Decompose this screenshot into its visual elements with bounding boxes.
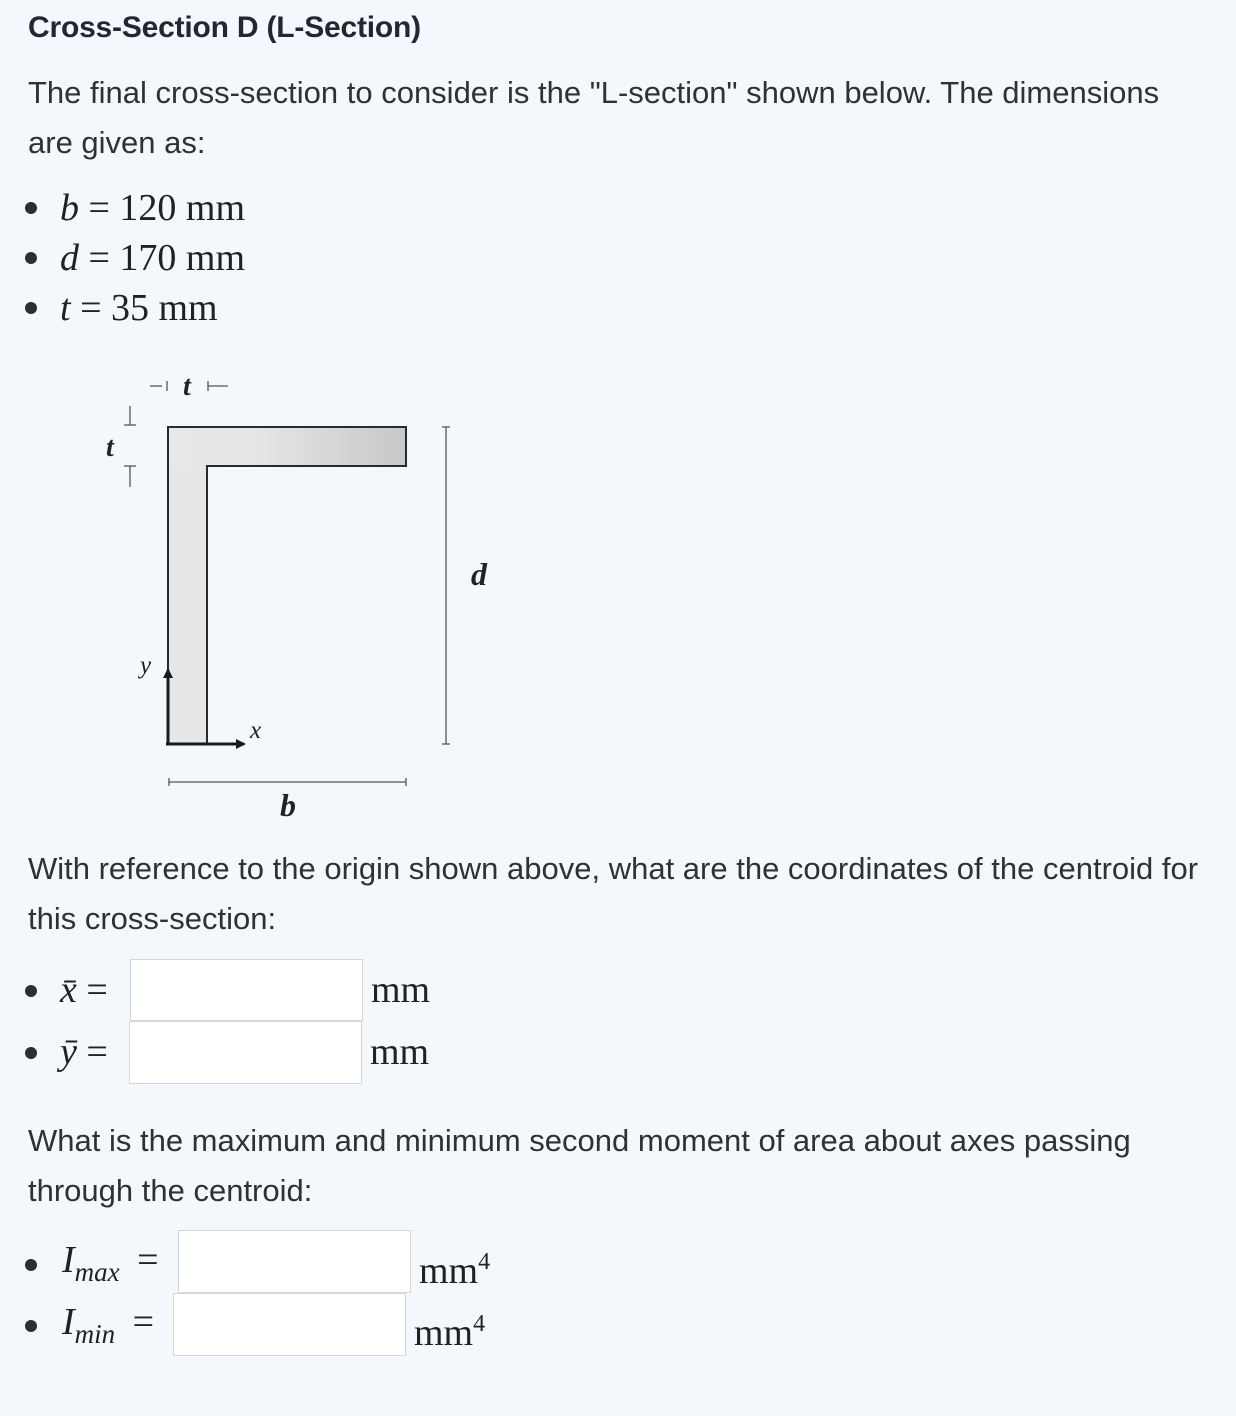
xbar-label (60, 968, 108, 1012)
bullet (25, 1047, 37, 1059)
imax-subscript: max (74, 1257, 120, 1287)
equals-sign: = (132, 1301, 155, 1343)
dimension-value: = 170 mm (88, 237, 246, 279)
imin-input[interactable] (173, 1293, 406, 1356)
dimension-symbol: d (60, 237, 79, 279)
imax-symbol: I (62, 1239, 75, 1281)
xbar-symbol: x̄ (60, 969, 77, 1011)
imin-subscript: min (74, 1319, 116, 1349)
xbar-unit: mm (371, 969, 431, 1011)
web-shading (169, 467, 206, 743)
bullet (25, 1320, 37, 1332)
centroid-question: With reference to the origin shown above, what are the coordinates of the centroid for this cross-section: (28, 851, 1199, 936)
bullet (25, 1259, 37, 1271)
ybar-input[interactable] (129, 1021, 362, 1084)
b-label: b (280, 787, 296, 823)
dimension-symbol: t (60, 287, 71, 329)
dimension-value: = 35 mm (80, 287, 218, 329)
equals-sign: = (137, 1239, 159, 1281)
t-left-label: t (106, 432, 114, 463)
unit-exponent: 4 (478, 1249, 491, 1275)
ybar-label (60, 1030, 108, 1074)
equals-sign: = (86, 969, 108, 1011)
imax-label (62, 1238, 159, 1294)
l-section-figure (0, 0, 520, 840)
d-dimension (442, 427, 450, 744)
section-title: Cross-Section D (L-Section) (28, 11, 421, 44)
equals-sign: = (86, 1031, 108, 1073)
t-left-dimension (124, 406, 136, 487)
dimension-symbol: b (60, 187, 79, 229)
dimension-value: = 120 mm (88, 187, 246, 229)
x-axis-label: x (250, 717, 262, 744)
t-top-label: t (183, 371, 191, 402)
moment-question: What is the maximum and minimum second moment of area about axes passing through the centroid: (28, 1123, 1131, 1208)
unit-exponent: 4 (473, 1311, 486, 1337)
intro-text: The final cross-section to consider is the "L-section" shown below. The dimensions are given as: (28, 75, 1160, 160)
ybar-symbol: ȳ (60, 1031, 77, 1073)
imin-symbol: I (62, 1301, 75, 1343)
y-axis-label: y (140, 652, 152, 679)
unit-text: mm (414, 1312, 474, 1354)
imax-input[interactable] (178, 1230, 411, 1293)
imin-unit (414, 1302, 485, 1355)
imax-unit (419, 1240, 490, 1293)
b-dimension (169, 778, 406, 786)
imin-label (62, 1300, 154, 1356)
xbar-input[interactable] (130, 959, 363, 1021)
bullet (25, 985, 37, 997)
ybar-unit: mm (370, 1031, 430, 1073)
d-label: d (471, 556, 487, 592)
unit-text: mm (419, 1250, 479, 1292)
